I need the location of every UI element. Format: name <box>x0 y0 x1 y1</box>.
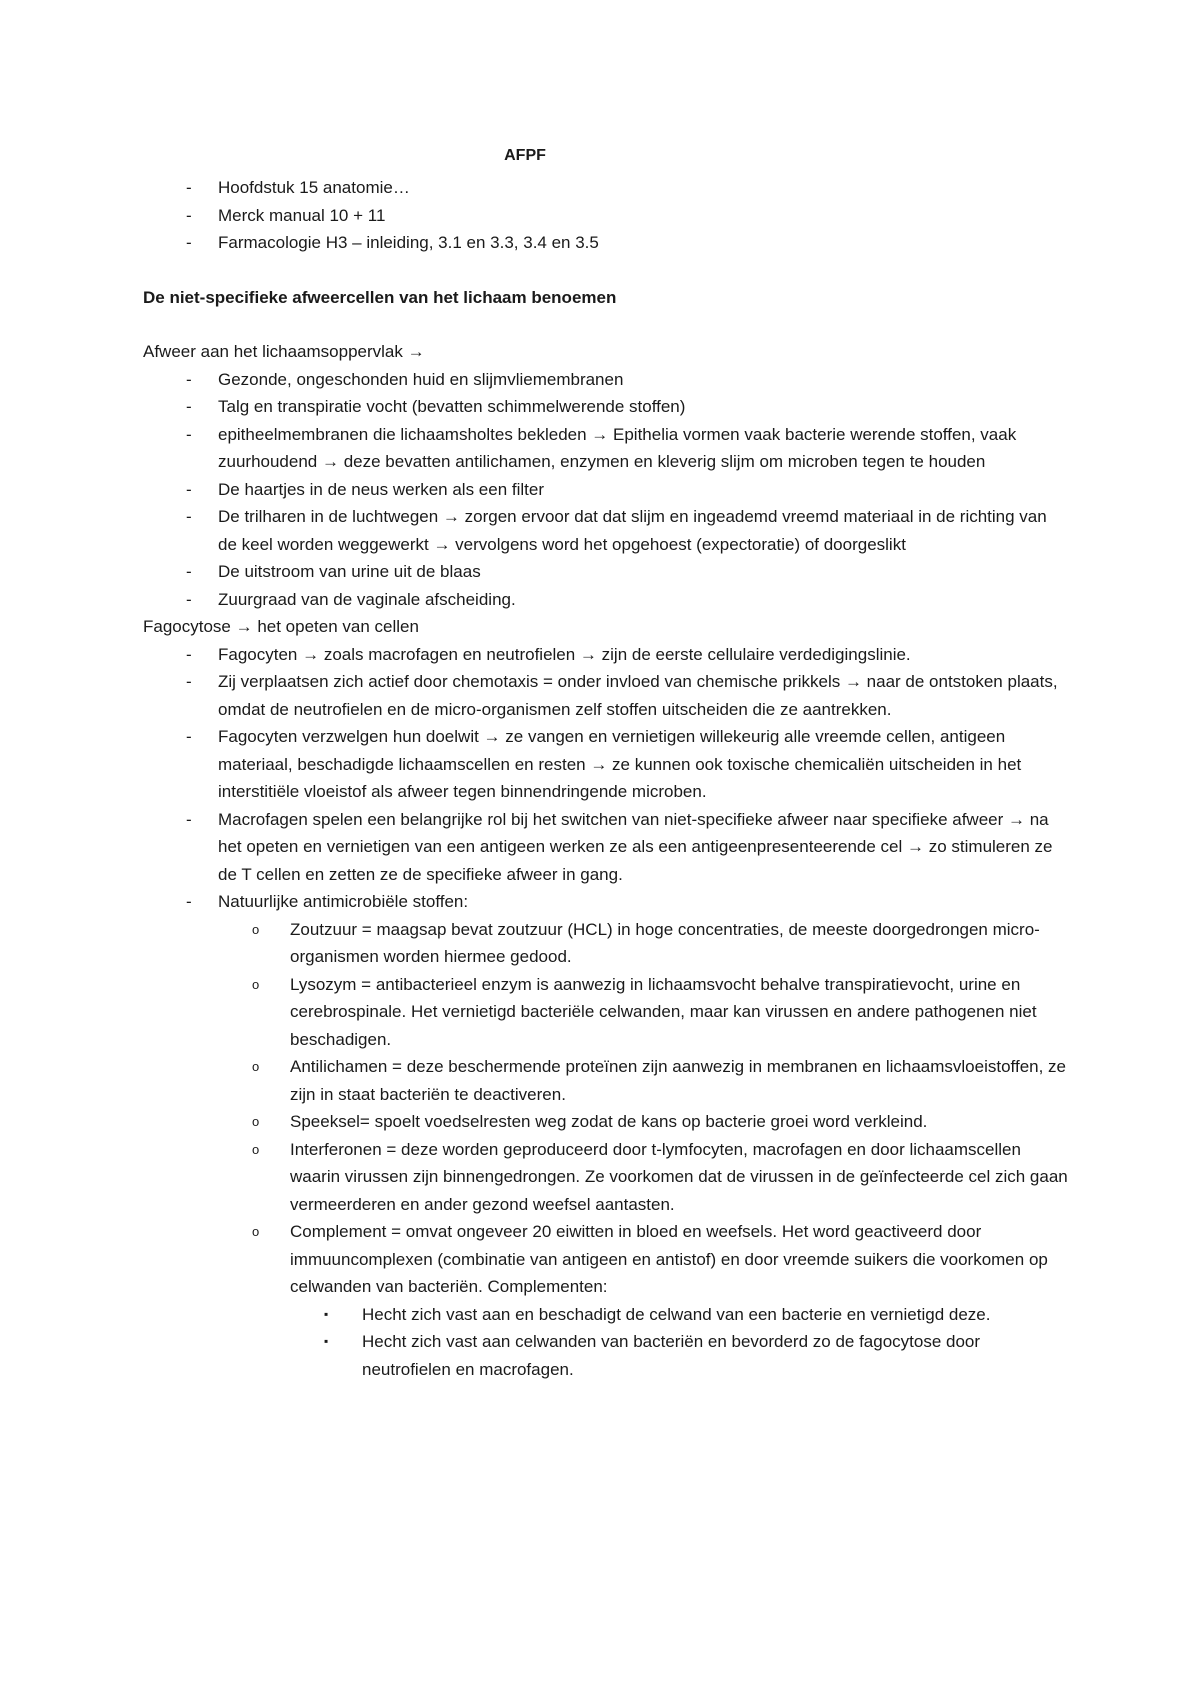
surface-defense-heading: Afweer aan het lichaamsoppervlak → <box>143 342 425 361</box>
list-item: - Hoofdstuk 15 anatomie… <box>143 174 1068 202</box>
square-bullet: ▪ <box>324 1334 329 1348</box>
list-item: - De haartjes in de neus werken als een filter <box>143 476 1068 504</box>
document-title: AFPF <box>504 147 546 164</box>
dash-bullet: - <box>186 644 192 664</box>
spacer <box>143 311 1068 338</box>
dash-bullet: - <box>186 424 192 444</box>
dash-bullet: - <box>186 397 192 416</box>
list-item: ▪ Hecht zich vast aan celwanden van bacteriën en bevorderd zo de fagocytose door neutrofielen en macrofagen. <box>290 1328 1068 1383</box>
list-item: - epitheelmembranen die lichaamsholtes bekleden → Epithelia vormen vaak bacterie werende stoffen, vaak zuurhoudend → deze bevatten antilichamen, enzymen en kleverig slijm om microben tegen te houden <box>143 421 1068 476</box>
list-item: - Fagocyten verzwelgen hun doelwit → ze vangen en vernietigen willekeurig alle vreemde cellen, antigeen materiaal, beschadigde lichaamscellen en resten → ze kunnen ook toxische chemicaliën uitscheiden in het interstitiële vloeistof als afweer tegen binnendringende microben. <box>143 723 1068 806</box>
list-item: - Fagocyten → zoals macrofagen en neutrofielen → zijn de eerste cellulaire verdedigingslinie. <box>143 641 1068 669</box>
list-item: o Speeksel= spoelt voedselresten weg zodat de kans op bacterie groei word verkleind. <box>218 1108 1068 1136</box>
dash-bullet: - <box>186 369 192 389</box>
circle-bullet: o <box>252 1224 260 1239</box>
dash-bullet: - <box>186 892 192 911</box>
list-item: o Antilichamen = deze beschermende proteïnen zijn aanwezig in membranen en lichaamsvloeistoffen, ze zijn in staat bacteriën te deactiveren. <box>218 1053 1068 1108</box>
list-item: - De trilharen in de luchtwegen → zorgen ervoor dat dat slijm en ingeademd vreemd materiaal in de richting van de keel worden weggewerkt → vervolgens word het opgehoest (expectoratie) of doorgeslikt <box>143 503 1068 558</box>
list-item: - Natuurlijke antimicrobiële stoffen: o Zoutzuur = maagsap bevat zoutzuur (HCL) in hoge concentraties, de meeste doorgedrongen micro-organismen worden hiermee gedood. o Lysozym = antibacterieel enzym is aanwezig in lichaamsvocht behalve transpiratievocht, urine en cerebrospinale. Het vernietigd bacteriële celwanden, maar kan virussen en andere pathogenen niet beschadigen. o Antilichamen = deze beschermende proteïnen zijn aanwezig in membranen en lichaamsvloeistoffen, ze zijn in staat bacteriën te deactiveren. o Speeksel= spoelt voedselresten weg zodat de kans op bacterie groei word verkleind. o Interferonen = deze worden geproduceerd door t-lymfocyten, macrofagen en door lichaamscellen waarin virussen zijn binnengedrongen. Ze voorkomen dat de virussen in de geïnfecteerde cel zich gaan vermeerderen en ander gezond weefsel aantasten. o Complement = omvat ongeveer 20 eiwitten in bloed en weefsels. Het word geactiveerd door immuuncomplexen (combinatie van antigeen en antistof) en door vreemde suikers die voorkomen op celwanden van bacteriën. Complementen: ▪ Hecht zich vast aan en beschadigt de celwand van een bacterie en vernietigd deze. ▪ Hecht zich vast aan celwanden van bacteriën en bevorderd zo de fagocytose door neutrofielen en macrofagen. <box>143 888 1068 1383</box>
dash-bullet: - <box>186 507 192 526</box>
list-item: - De uitstroom van urine uit de blaas <box>143 558 1068 586</box>
list-item: - Zij verplaatsen zich actief door chemotaxis = onder invloed van chemische prikkels → naar de ontstoken plaats, omdat de neutrofielen en de micro-organismen zelf stoffen uitscheiden die ze aantrekken. <box>143 668 1068 723</box>
dash-bullet: - <box>186 479 192 499</box>
dash-bullet: - <box>186 727 192 746</box>
circle-bullet: o <box>252 1059 260 1074</box>
antimicrobial-substances-list <box>218 916 1068 1384</box>
circle-bullet: o <box>252 1141 260 1157</box>
list-item: ▪ Hecht zich vast aan en beschadigt de celwand van een bacterie en vernietigd deze. <box>290 1301 1068 1329</box>
circle-bullet: o <box>252 976 260 992</box>
list-item: o Interferonen = deze worden geproduceerd door t-lymfocyten, macrofagen en door lichaamscellen waarin virussen zijn binnengedrongen. Ze voorkomen dat de virussen in de geïnfecteerde cel zich gaan vermeerderen en ander gezond weefsel aantasten. <box>218 1136 1068 1219</box>
dash-bullet: - <box>186 205 192 225</box>
intro-list <box>143 174 1068 257</box>
dash-bullet: - <box>186 809 192 829</box>
list-item: - Macrofagen spelen een belangrijke rol bij het switchen van niet-specifieke afweer naar specifieke afweer → na het opeten en vernietigen van een antigeen werken ze als een antigeenpresenteerende cel → zo stimuleren ze de T cellen en zetten ze de specifieke afweer in gang. <box>143 806 1068 889</box>
phagocytosis-list <box>143 641 1068 1384</box>
list-item: - Farmacologie H3 – inleiding, 3.1 en 3.3, 3.4 en 3.5 <box>143 229 1068 257</box>
surface-defense-list <box>143 366 1068 614</box>
list-item: - Talg en transpiratie vocht (bevatten schimmelwerende stoffen) <box>143 393 1068 421</box>
list-item: - Gezonde, ongeschonden huid en slijmvliemembranen <box>143 366 1068 394</box>
document-body <box>143 174 1068 1383</box>
section-heading: De niet-specifieke afweercellen van het lichaam benoemen <box>143 287 617 307</box>
list-item: - Zuurgraad van de vaginale afscheiding. <box>143 586 1068 614</box>
dash-bullet: - <box>186 589 192 609</box>
dash-bullet: - <box>186 562 192 581</box>
list-item: - Merck manual 10 + 11 <box>143 202 1068 230</box>
spacer <box>143 257 1068 284</box>
list-item: o Zoutzuur = maagsap bevat zoutzuur (HCL) in hoge concentraties, de meeste doorgedrongen micro-organismen worden hiermee gedood. <box>218 916 1068 971</box>
circle-bullet: o <box>252 1114 260 1129</box>
list-item: o Lysozym = antibacterieel enzym is aanwezig in lichaamsvocht behalve transpiratievocht, urine en cerebrospinale. Het vernietigd bacteriële celwanden, maar kan virussen en andere pathogenen niet beschadigen. <box>218 971 1068 1054</box>
dash-bullet: - <box>186 233 192 252</box>
dash-bullet: - <box>186 672 192 691</box>
list-item: o Complement = omvat ongeveer 20 eiwitten in bloed en weefsels. Het word geactiveerd door immuuncomplexen (combinatie van antigeen en antistof) en door vreemde suikers die voorkomen op celwanden van bacteriën. Complementen: ▪ Hecht zich vast aan en beschadigt de celwand van een bacterie en vernietigd deze. ▪ Hecht zich vast aan celwanden van bacteriën en bevorderd zo de fagocytose door neutrofielen en macrofagen. <box>218 1218 1068 1383</box>
complement-actions-list <box>290 1301 1068 1384</box>
dash-bullet: - <box>186 178 192 197</box>
square-bullet: ▪ <box>324 1306 329 1321</box>
circle-bullet: o <box>252 921 260 937</box>
phagocytosis-heading: Fagocytose → het opeten van cellen <box>143 617 419 636</box>
